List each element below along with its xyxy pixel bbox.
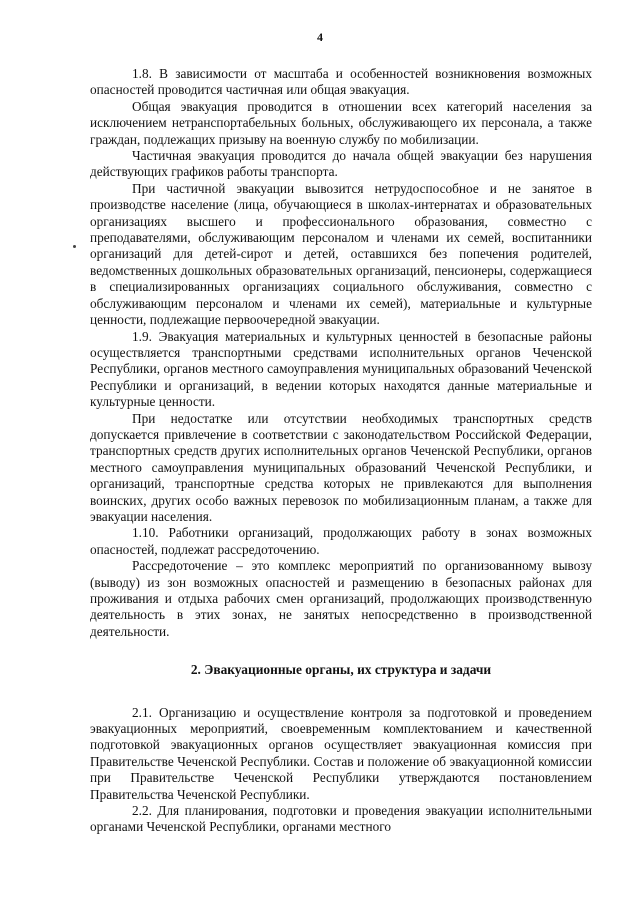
paragraph-transport-shortage: При недостатке или отсутствии необходимых транспортных средств допускается привлечение в соответствии с законодательством Российской Федерации, транспортных средств других исполнительных органов Чеченской Республики, органов местного самоуправления муниципальных образований Чеченской Республики, и организаций, транспортные средства которых не привлекаются для выполнения воинских, других особо важных перевозок по мобилизационным планам, а также для эвакуации населения.	[90, 410, 592, 524]
paragraph-1-8: 1.8. В зависимости от масштаба и особенностей возникновения возможных опасностей проводится частичная или общая эвакуация.	[90, 66, 592, 98]
page-number: 4	[317, 30, 323, 44]
paragraph-1-10: 1.10. Работники организаций, продолжающих работу в зонах возможных опасностей, подлежат рассредоточению.	[90, 525, 592, 557]
paragraph-partial-evacuation: Частичная эвакуация проводится до начала общей эвакуации без нарушения действующих графиков работы транспорта.	[90, 148, 592, 180]
paragraph-dispersal-definition: Рассредоточение – это комплекс мероприятий по организованному вывозу (выводу) из зон возможных опасностей и размещению в безопасных районах для проживания и отдыха рабочих смен организаций, продолжающих производственную деятельность в этих зонах, не занятых непосредственно в производственной деятельности.	[90, 558, 592, 639]
section-heading: 2. Эвакуационные органы, их структура и задачи	[190, 662, 492, 678]
scan-dot	[73, 245, 76, 248]
paragraph-1-9: 1.9. Эвакуация материальных и культурных ценностей в безопасные районы осуществляется транспортными средствами исполнительных органов Чеченской Республики, органов местного самоуправления муниципальных образований Чеченской Республики и организаций, в ведении которых находятся данные материальные и культурные ценности.	[90, 328, 592, 410]
paragraph-2-1: 2.1. Организацию и осуществление контроля за подготовкой и проведением эвакуационных мероприятий, своевременным комплектованием и качественной подготовкой эвакуационных органов осуществляет эвакуационная комиссия при Правительстве Чеченской Республики. Состав и положение об эвакуационной комиссии при Правительстве Чеченской Республики утверждаются постановлением Правительства Чеченской Республики.	[90, 704, 592, 802]
document-body	[90, 66, 592, 836]
paragraph-general-evacuation: Общая эвакуация проводится в отношении всех категорий населения за исключением нетранспортабельных больных, обслуживающего их персонала, а также граждан, подлежащих призыву на военную службу по мобилизации.	[90, 98, 592, 147]
paragraph-partial-evacuation-details: При частичной эвакуации вывозится нетрудоспособное и не занятое в производстве население (лица, обучающиеся в школах-интернатах и образовательных организациях высшего и профессионального образования, совместно с преподавателями, обслуживающим персоналом и членами их семей, воспитанники организаций для детей-сирот и детей, оставшихся без попечения родителей, ведомственных дошкольных образовательных организаций, пенсионеры, содержащиеся в специализированных организациях социального обслуживания, совместно с обслуживающим персоналом и членами их семей), материальные и культурные ценности, подлежащие первоочередной эвакуации.	[90, 180, 592, 328]
paragraph-2-2: 2.2. Для планирования, подготовки и проведения эвакуации исполнительными органами Чеченской Республики, органами местного	[90, 803, 592, 835]
